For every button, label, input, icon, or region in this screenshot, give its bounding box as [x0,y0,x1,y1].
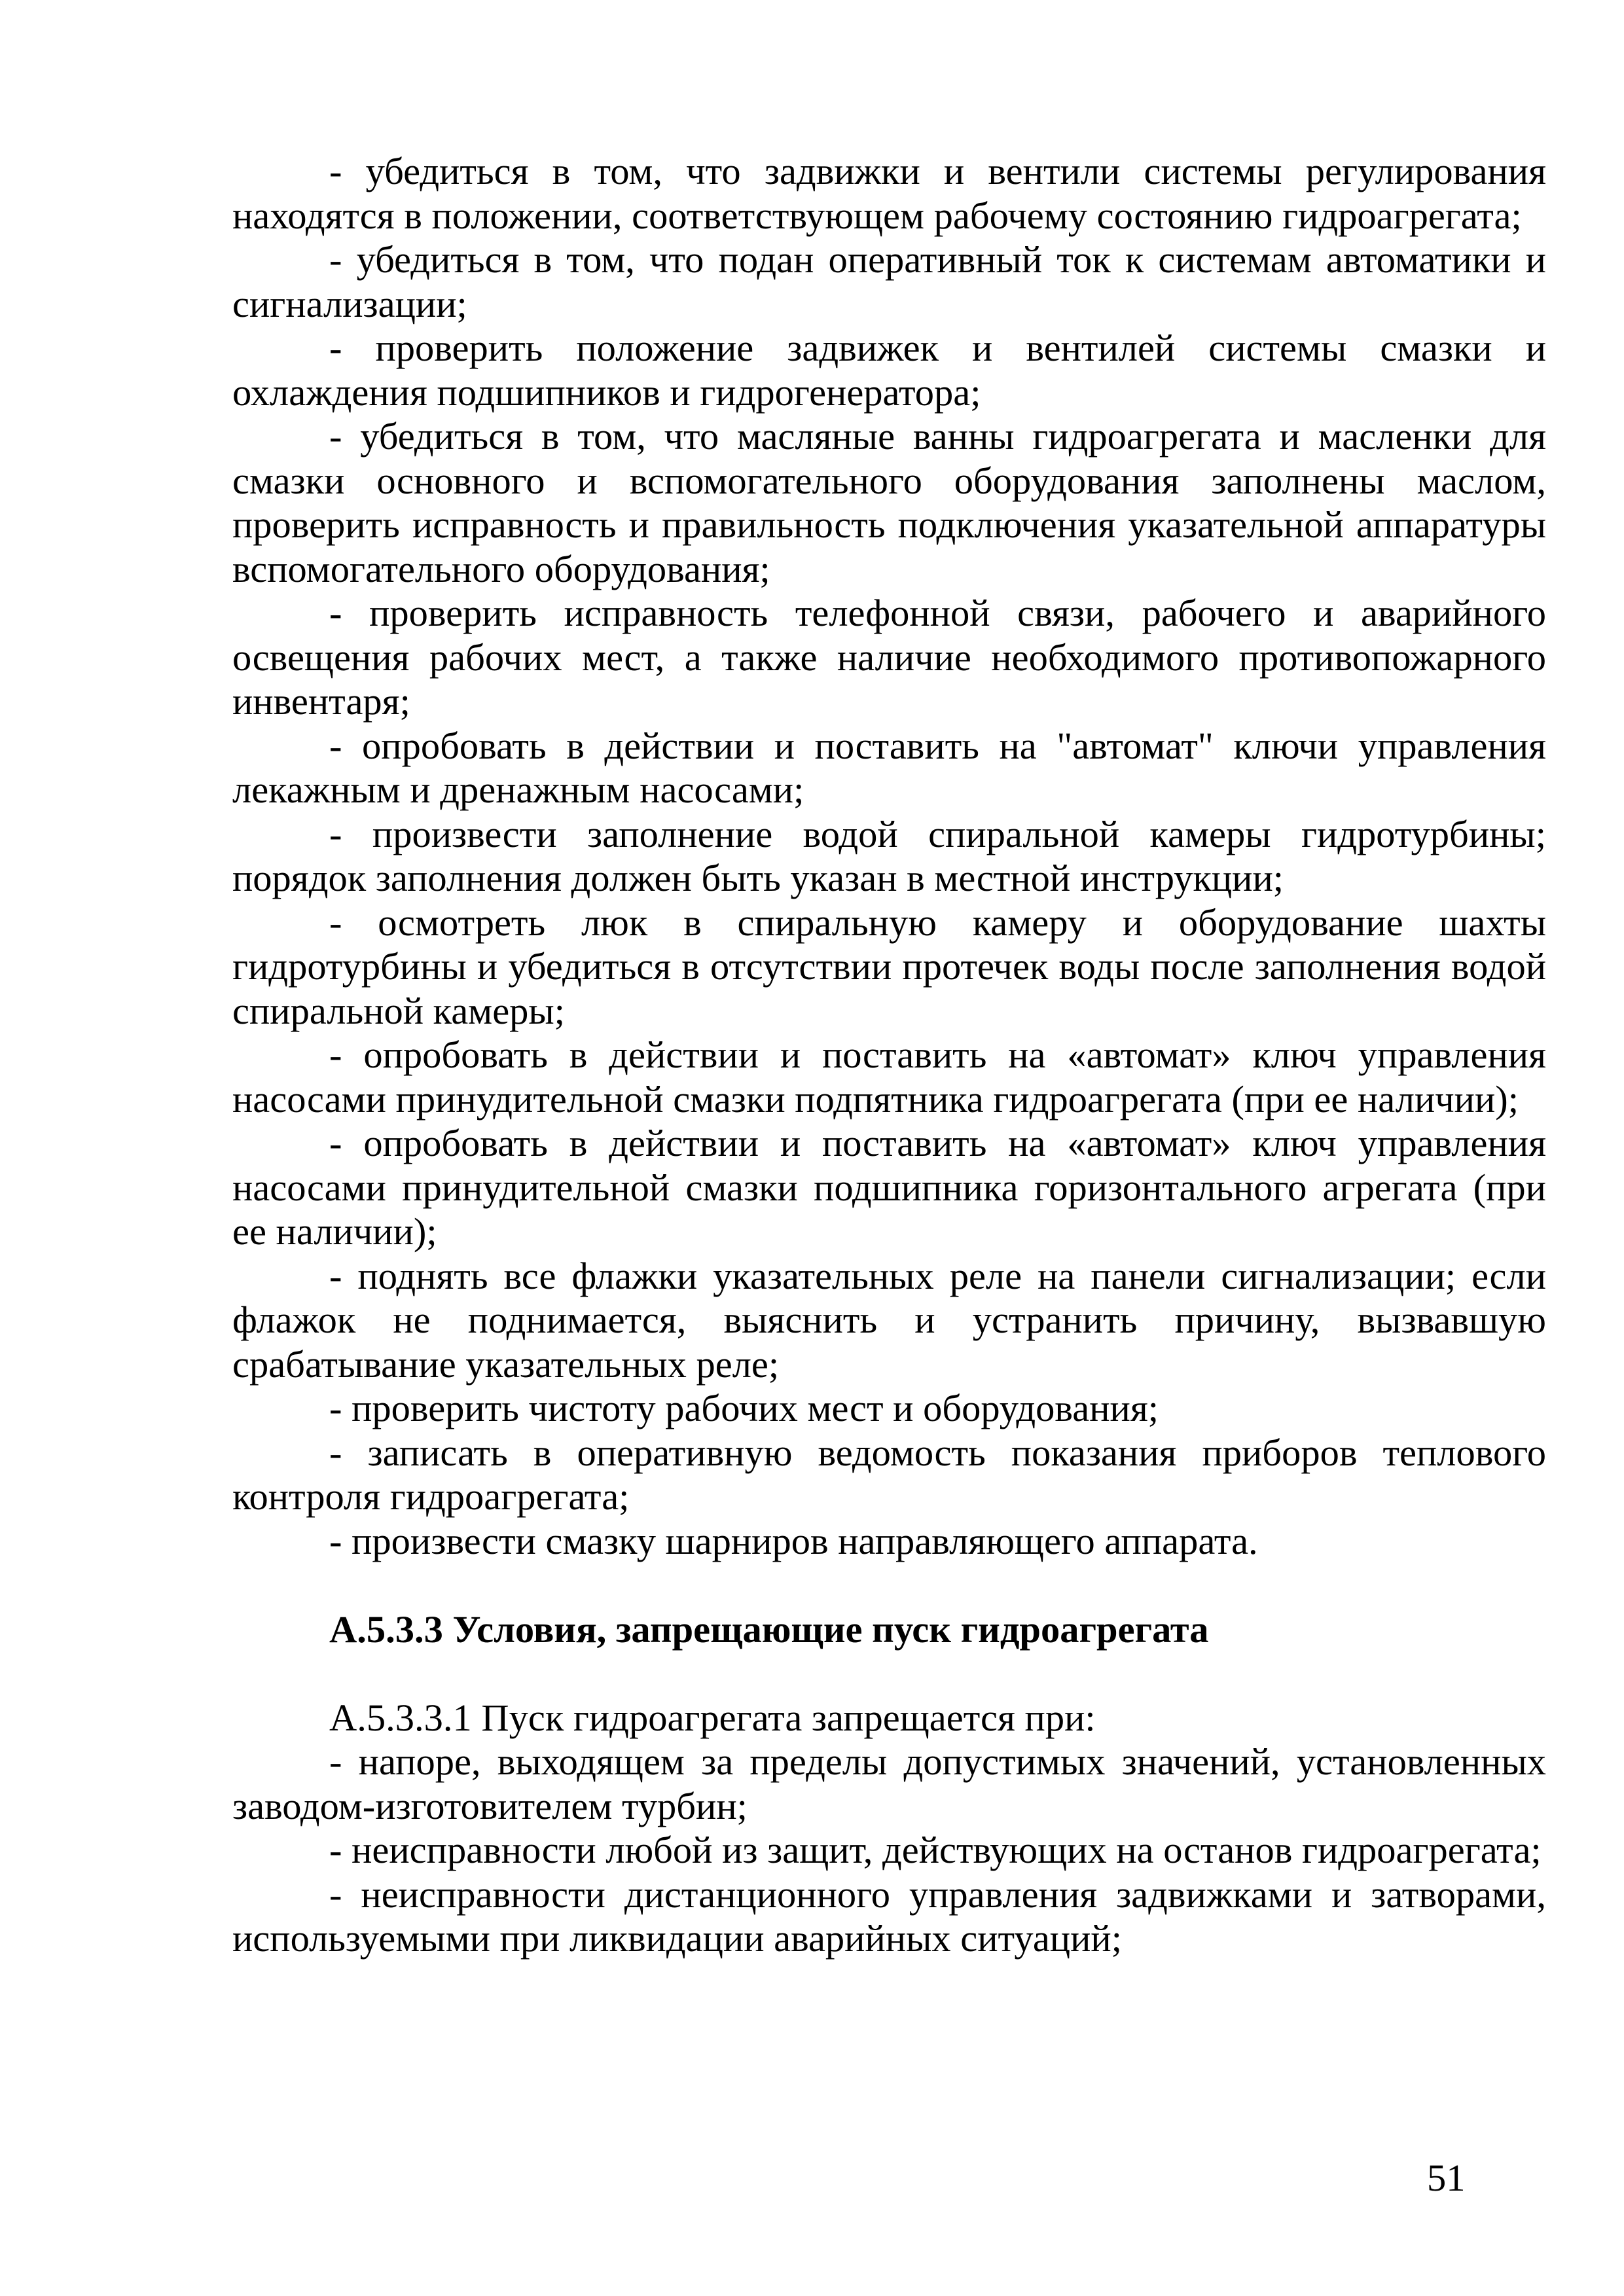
checklist-item: - записать в оперативную ведомость показания приборов теплового контроля гидроагрегата; [232,1431,1546,1518]
prohibition-item: - напоре, выходящем за пределы допустимых значений, установленных заводом-изготовителем турбин; [232,1740,1546,1827]
checklist-item: - проверить исправность телефонной связи, рабочего и аварийного освещения рабочих мест, а также наличие необходимого противопожарного инвентаря; [232,592,1546,723]
checklist-item: - опробовать в действии и поставить на «автомат» ключ управления насосами принудительной смазки подшипника горизонтального агрегата (при ее наличии); [232,1122,1546,1253]
checklist-item: - проверить положение задвижек и вентилей системы смазки и охлаждения подшипников и гидрогенератора; [232,327,1546,414]
subsection-intro: А.5.3.3.1 Пуск гидроагрегата запрещается при: [329,1696,1096,1739]
checklist-item: - убедиться в том, что масляные ванны гидроагрегата и масленки для смазки основного и вспомогательного оборудования заполнены маслом, проверить исправность и правильность подключения указательной аппаратуры вспомогательного оборудования; [232,415,1546,590]
checklist-item: - проверить чистоту рабочих мест и оборудования; [329,1387,1159,1429]
checklist-item: - опробовать в действии и поставить на "автомат" ключи управления лекажным и дренажным насосами; [232,724,1546,811]
checklist-item: - убедиться в том, что подан оперативный ток к системам автоматики и сигнализации; [232,238,1546,325]
checklist-item: - произвести заполнение водой спиральной камеры гидротурбины; порядок заполнения должен быть указан в местной инструкции; [232,812,1546,899]
checklist-item: - убедиться в том, что задвижки и вентили системы регулирования находятся в положении, соответствующем рабочему состоянию гидроагрегата; [232,150,1546,237]
section-heading: А.5.3.3 Условия, запрещающие пуск гидроагрегата [329,1607,1209,1651]
checklist-item: - поднять все флажки указательных реле на панели сигнализации; если флажок не поднимается, выяснить и устранить причину, вызвавшую срабатывание указательных реле; [232,1254,1546,1386]
page-content [232,149,1546,1961]
checklist-item: - опробовать в действии и поставить на «автомат» ключ управления насосами принудительной смазки подпятника гидроагрегата (при ее наличии); [232,1033,1546,1121]
prohibition-item: - неисправности любой из защит, действующих на останов гидроагрегата; [329,1829,1542,1871]
checklist-item: - осмотреть люк в спиральную камеру и оборудование шахты гидротурбины и убедиться в отсутствии протечек воды после заполнения водой спиральной камеры; [232,901,1546,1032]
page-number: 51 [1427,2157,1466,2199]
prohibition-item: - неисправности дистанционного управления задвижками и затворами, используемыми при ликвидации аварийных ситуаций; [232,1873,1546,1960]
checklist-item: - произвести смазку шарниров направляющего аппарата. [329,1519,1258,1562]
